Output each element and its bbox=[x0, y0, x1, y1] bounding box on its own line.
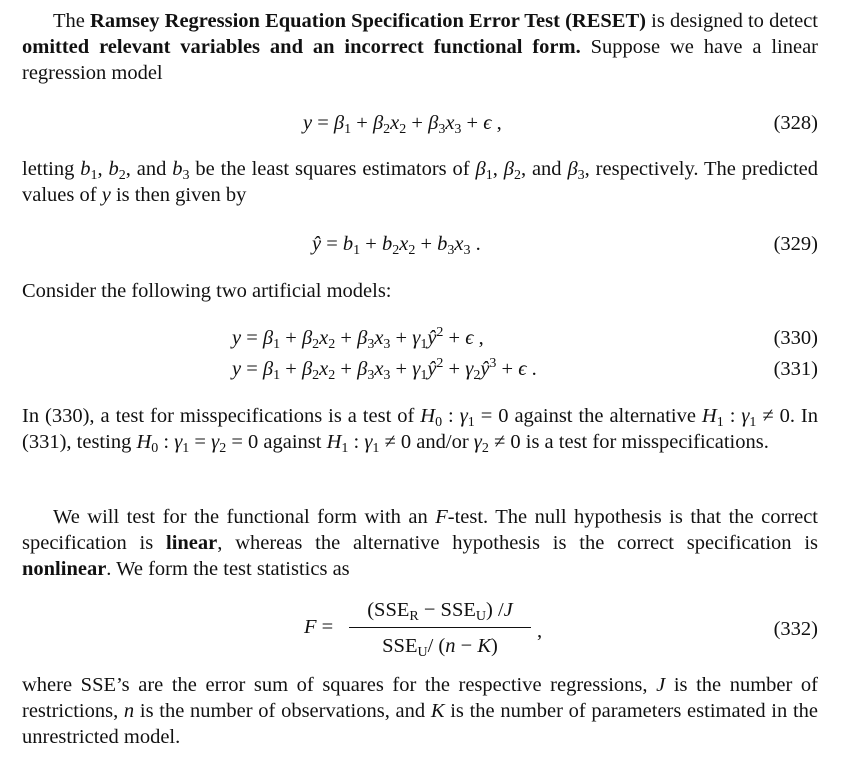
equation-329: ŷ = $b_1 + b_2x_2 + b_3x_3$ . bbox=[312, 233, 481, 258]
equation-328: $y = \beta_1 + \beta_2x_2 + \beta_3x_3 + \epsilon$ , bbox=[303, 112, 502, 137]
text-run: where SSE’s are the error sum of squares for the respective regressions, bbox=[22, 674, 657, 696]
equation-number-331: (331) bbox=[773, 358, 818, 380]
artificial-models-paragraph: Consider the following two artificial models: bbox=[22, 280, 392, 302]
bold-term-linear: linear bbox=[166, 532, 218, 554]
text-run: is the number of observations, and bbox=[134, 700, 431, 722]
equation-number-330: (330) bbox=[773, 327, 818, 349]
estimators-paragraph: letting $b_1$, $b_2$, and $b_3$ be the least squares estimators of $\beta_1$, $\beta_2$, and $\beta_3$, respectively. The predicted values of y is then given by bbox=[22, 158, 819, 206]
bold-term-nonlinear: nonlinear bbox=[22, 558, 107, 580]
text-run: is the number of restrictions, bbox=[22, 674, 818, 722]
equation-number-329: (329) bbox=[773, 233, 818, 255]
bold-term-reset: Ramsey Regression Equation Specification Error Test (RESET) bbox=[90, 10, 646, 32]
text-run: is designed to detect bbox=[645, 10, 819, 32]
text-run: is the number of parameters estimated in the unrestricted model. bbox=[22, 700, 818, 748]
text-run: Suppose we have a linear regression model bbox=[22, 36, 818, 84]
fraction-numerator: $(SSE_R - SSE_U)$ /J bbox=[367, 599, 513, 624]
equation-331: $y = \beta_1 + \beta_2x_2 + \beta_3x_3$ + $\gamma_1ŷ^2$ + $\gamma_2ŷ^3 + \epsilon$ . bbox=[232, 356, 537, 383]
f-test-paragraph: We will test for the functional form with an F-test. The null hypothesis is that the correct specification is linear, whereas the alternative hypothesis is the correct specification is nonlinear. We form the test statistics as bbox=[22, 506, 819, 580]
fraction-denominator: $SSE_U/$ (n − K) bbox=[382, 635, 498, 660]
equation-330: $y = \beta_1 + \beta_2x_2 + \beta_3x_3$ + $\gamma_1ŷ^2 + \epsilon$ , bbox=[232, 325, 484, 352]
intro-paragraph bbox=[22, 8, 818, 86]
text-run: . We form the test statistics as bbox=[106, 558, 350, 580]
text-run: We will test for the functional form with an bbox=[53, 506, 436, 528]
definitions-paragraph: where SSE’s are the error sum of squares for the respective regressions, J is the number of restrictions, n is the number of observations, and K is the number of parameters estimated in the unrestricted model. bbox=[22, 674, 818, 748]
equation-number-332: (332) bbox=[773, 618, 818, 640]
text-run: The bbox=[53, 10, 91, 32]
text-run: -test. The null hypothesis is that the correct specification is bbox=[22, 506, 818, 554]
fraction-bar bbox=[349, 627, 531, 628]
equation-number-328: (328) bbox=[773, 112, 818, 134]
equation-332-lhs: F = bbox=[304, 616, 334, 638]
equation-332-comma: , bbox=[537, 620, 543, 642]
misspecification-paragraph: In (330), a test for misspecifications is a test of $H_0$ : $\gamma_1 = 0$ against the alternative $H_1$ : $\gamma_1 \ne 0$. In (331), testing $H_0$ : $\gamma_1 = \gamma_2 = 0$ against $H_1$ : $\gamma_1 \ne 0$ and/or $\gamma_2 \ne 0$ is a test for misspecifications. bbox=[22, 405, 818, 456]
bold-term-omitted-variables: omitted relevant variables and an incorrect functional form. bbox=[22, 36, 581, 58]
text-run: , whereas the alternative hypothesis is the correct specification is bbox=[217, 532, 819, 554]
equation-332-fraction bbox=[349, 597, 531, 659]
